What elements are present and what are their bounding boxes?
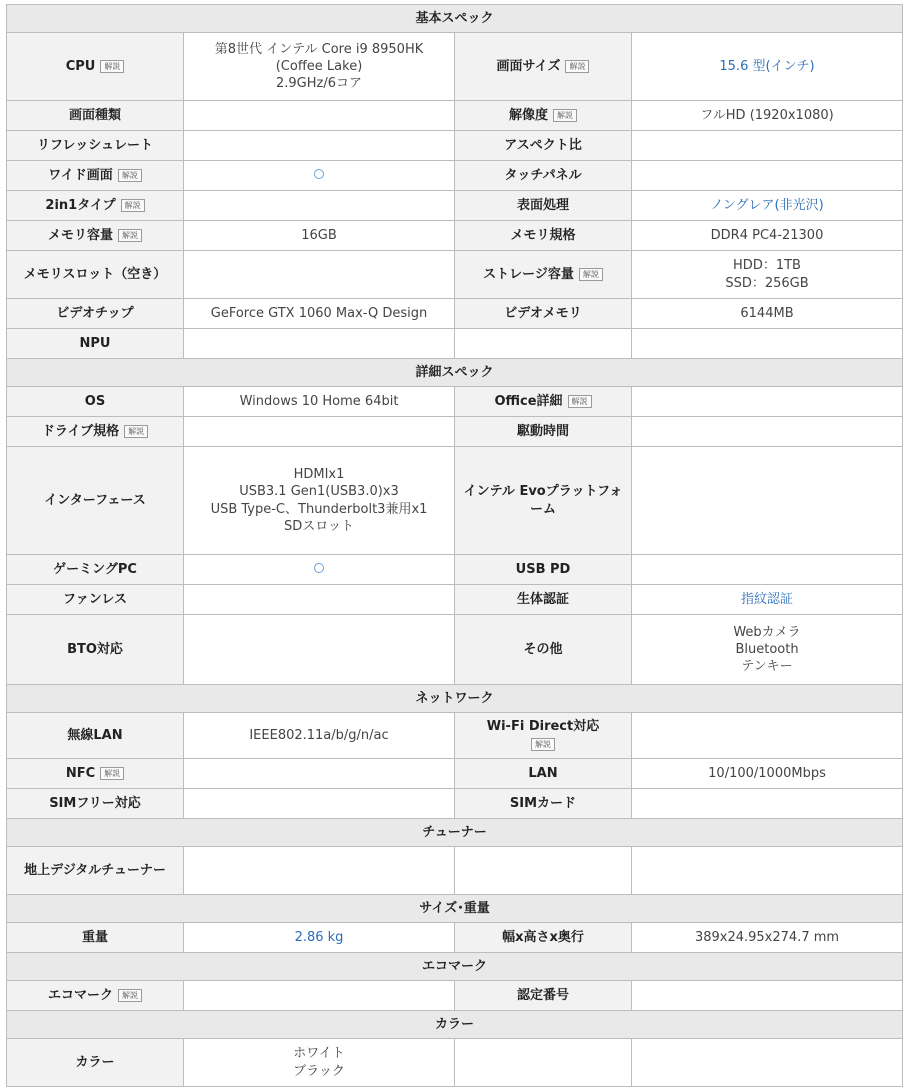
table-row [7, 191, 903, 221]
cpu-value-line: (Coffee Lake) [275, 58, 363, 74]
memory-spec-value: DDR4 PC4-21300 [632, 221, 903, 251]
other-value-line: Webカメラ [733, 624, 801, 640]
storage-value-line: SSD：256GB [725, 275, 809, 291]
nfc-value [184, 759, 455, 789]
cpu-value [184, 33, 455, 101]
section-row-network [7, 685, 903, 713]
cpu-value-line: 2.9GHz/6コア [276, 76, 362, 92]
other-value [632, 615, 903, 685]
touch-panel-label: タッチパネル [455, 161, 632, 191]
video-memory-label: ビデオメモリ [455, 299, 632, 329]
interface-value-line: USB Type-C、Thunderbolt3兼用x1 [210, 501, 428, 517]
table-row [7, 759, 903, 789]
color-label: カラー [7, 1039, 184, 1087]
usb-pd-value [632, 555, 903, 585]
resolution-label [455, 101, 632, 131]
aspect-ratio-label: アスペクト比 [455, 131, 632, 161]
memory-label [7, 221, 184, 251]
other-value-line: Bluetooth [735, 641, 799, 657]
explain-badge[interactable]: 解説 [124, 425, 148, 438]
bto-label: BTO対応 [7, 615, 184, 685]
wifi-direct-label-text: Wi-Fi Direct対応 [486, 719, 600, 735]
table-row [7, 101, 903, 131]
two-in-one-label [7, 191, 184, 221]
circle-mark-icon [314, 563, 324, 573]
os-value: Windows 10 Home 64bit [184, 387, 455, 417]
weight-link[interactable]: 2.86 kg [294, 929, 344, 945]
explain-badge[interactable]: 解説 [565, 60, 589, 73]
office-value [632, 387, 903, 417]
interface-label: インターフェース [7, 447, 184, 555]
storage-label [455, 251, 632, 299]
eco-mark-label-text: エコマーク [47, 987, 113, 1003]
os-label: OS [7, 387, 184, 417]
storage-value-line: HDD：1TB [733, 258, 801, 274]
sim-card-label: SIMカード [455, 789, 632, 819]
explain-badge[interactable]: 解説 [118, 229, 142, 242]
nfc-label [7, 759, 184, 789]
aspect-ratio-value [632, 131, 903, 161]
usb-pd-label: USB PD [455, 555, 632, 585]
screen-size-link[interactable]: 15.6 型(インチ) [719, 58, 815, 74]
dimensions-value: 389x24.95x274.7 mm [632, 923, 903, 953]
surface-label: 表面処理 [455, 191, 632, 221]
circle-mark-icon [314, 169, 324, 179]
empty-cell [455, 1039, 632, 1087]
color-value-line: ブラック [293, 1063, 345, 1079]
section-row-basic [7, 5, 903, 33]
memory-slot-label: メモリスロット（空き） [7, 251, 184, 299]
resolution-value: フルHD (1920x1080) [632, 101, 903, 131]
bto-value [184, 615, 455, 685]
section-row-detail [7, 359, 903, 387]
explain-badge[interactable]: 解説 [100, 767, 124, 780]
resolution-label-text: 解像度 [508, 107, 548, 123]
table-row [7, 221, 903, 251]
table-row [7, 329, 903, 359]
surface-value [632, 191, 903, 221]
cpu-value-line: 第8世代 インテル Core i9 8950HK [214, 41, 424, 57]
memory-spec-label: メモリ規格 [455, 221, 632, 251]
battery-value [632, 417, 903, 447]
other-label: その他 [455, 615, 632, 685]
wlan-value: IEEE802.11a/b/g/n/ac [184, 713, 455, 759]
interface-value-line: HDMIx1 [293, 467, 345, 483]
storage-value [632, 251, 903, 299]
video-chip-label: ビデオチップ [7, 299, 184, 329]
color-value [184, 1039, 455, 1087]
npu-label: NPU [7, 329, 184, 359]
screen-size-label [455, 33, 632, 101]
eco-mark-value [184, 981, 455, 1011]
table-row [7, 789, 903, 819]
memory-slot-value [184, 251, 455, 299]
biometric-label: 生体認証 [455, 585, 632, 615]
section-header-basic: 基本スペック [7, 5, 903, 33]
explain-badge[interactable]: 解説 [118, 989, 142, 1002]
nfc-label-text: NFC [65, 765, 96, 781]
explain-badge[interactable]: 解説 [568, 395, 592, 408]
npu-value [184, 329, 455, 359]
table-row [7, 1039, 903, 1087]
office-label [455, 387, 632, 417]
sim-card-value [632, 789, 903, 819]
section-header-network: ネットワーク [7, 685, 903, 713]
video-chip-value: GeForce GTX 1060 Max-Q Design [184, 299, 455, 329]
color-value-line: ホワイト [293, 1046, 345, 1062]
wide-screen-label-text: ワイド画面 [48, 167, 113, 183]
interface-value-line: SDスロット [283, 518, 354, 534]
section-header-tuner: チューナー [7, 819, 903, 847]
section-header-eco: エコマーク [7, 953, 903, 981]
section-header-color: カラー [7, 1011, 903, 1039]
gaming-value [184, 555, 455, 585]
table-row [7, 585, 903, 615]
interface-value [184, 447, 455, 555]
explain-badge[interactable]: 解説 [100, 60, 124, 73]
spec-table [6, 4, 903, 1087]
explain-badge[interactable]: 解説 [553, 109, 577, 122]
fanless-label: ファンレス [7, 585, 184, 615]
office-label-text: Office詳細 [494, 393, 563, 409]
table-row [7, 713, 903, 759]
evo-label: インテル Evoプラットフォーム [455, 447, 632, 555]
cpu-label-text: CPU [65, 58, 96, 74]
two-in-one-value [184, 191, 455, 221]
drive-value [184, 417, 455, 447]
wide-screen-value [184, 161, 455, 191]
table-row [7, 923, 903, 953]
wifi-direct-value [632, 713, 903, 759]
table-row [7, 981, 903, 1011]
touch-panel-value [632, 161, 903, 191]
table-row [7, 847, 903, 895]
gaming-label: ゲーミングPC [7, 555, 184, 585]
table-row [7, 417, 903, 447]
lan-label: LAN [455, 759, 632, 789]
memory-label-text: メモリ容量 [47, 227, 113, 243]
interface-value-line: USB3.1 Gen1(USB3.0)x3 [239, 484, 399, 500]
table-row [7, 387, 903, 417]
fanless-value [184, 585, 455, 615]
wifi-direct-label [455, 713, 632, 759]
wide-screen-label [7, 161, 184, 191]
drive-label-text: ドライブ規格 [41, 423, 120, 439]
evo-value [632, 447, 903, 555]
screen-size-label-text: 画面サイズ [496, 58, 561, 74]
memory-value: 16GB [184, 221, 455, 251]
other-value-line: テンキー [741, 659, 793, 675]
cert-number-label: 認定番号 [455, 981, 632, 1011]
cpu-label [7, 33, 184, 101]
biometric-value [632, 585, 903, 615]
table-row [7, 251, 903, 299]
section-row-size [7, 895, 903, 923]
panel-type-value [184, 101, 455, 131]
sim-free-value [184, 789, 455, 819]
section-row-tuner [7, 819, 903, 847]
section-row-color [7, 1011, 903, 1039]
table-row [7, 131, 903, 161]
explain-badge[interactable]: 解説 [579, 268, 603, 281]
empty-cell [455, 329, 632, 359]
dimensions-label: 幅x高さx奥行 [455, 923, 632, 953]
empty-cell [632, 1039, 903, 1087]
empty-cell [632, 847, 903, 895]
panel-type-label: 画面種類 [7, 101, 184, 131]
cert-number-value [632, 981, 903, 1011]
table-row [7, 447, 903, 555]
section-header-detail: 詳細スペック [7, 359, 903, 387]
weight-label: 重量 [7, 923, 184, 953]
screen-size-value [632, 33, 903, 101]
lan-value: 10/100/1000Mbps [632, 759, 903, 789]
eco-mark-label [7, 981, 184, 1011]
digital-tuner-value [184, 847, 455, 895]
two-in-one-label-text: 2in1タイプ [45, 197, 116, 213]
weight-value [184, 923, 455, 953]
video-memory-value: 6144MB [632, 299, 903, 329]
table-row [7, 555, 903, 585]
table-row [7, 299, 903, 329]
refresh-rate-value [184, 131, 455, 161]
explain-badge[interactable]: 解説 [121, 199, 145, 212]
refresh-rate-label: リフレッシュレート [7, 131, 184, 161]
explain-badge[interactable]: 解説 [531, 738, 555, 751]
sim-free-label: SIMフリー対応 [7, 789, 184, 819]
storage-label-text: ストレージ容量 [483, 266, 574, 282]
table-row [7, 615, 903, 685]
wlan-label: 無線LAN [7, 713, 184, 759]
section-header-size: サイズ･重量 [7, 895, 903, 923]
empty-cell [455, 847, 632, 895]
digital-tuner-label: 地上デジタルチューナー [7, 847, 184, 895]
battery-label: 駆動時間 [455, 417, 632, 447]
surface-link[interactable]: ノングレア(非光沢) [710, 197, 824, 213]
section-row-eco [7, 953, 903, 981]
empty-cell [632, 329, 903, 359]
table-row [7, 161, 903, 191]
drive-label [7, 417, 184, 447]
table-row [7, 33, 903, 101]
biometric-link[interactable]: 指紋認証 [741, 591, 794, 607]
explain-badge[interactable]: 解説 [118, 169, 142, 182]
